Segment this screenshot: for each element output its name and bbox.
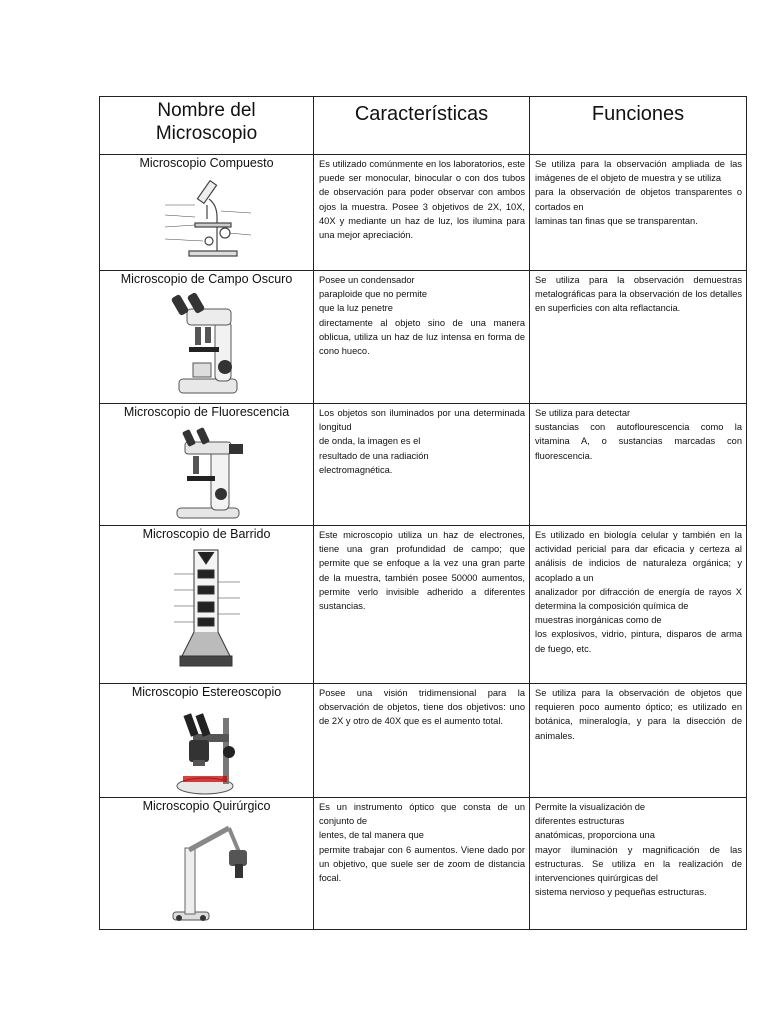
characteristics-text: Este microscopio utiliza un haz de electrones, tiene una gran profundidad de campo; que permite que se enfoque a la vez una gran parte de la muestra, también posee 50000 aumentos, permite verlo invisible adherido a diferentes sustancias. [319, 530, 525, 612]
header-name-line1: Nombre del [157, 100, 256, 121]
functions-text: Se utiliza para la observación ampliada de las imágenes de el objeto de muestra y se utiliza [535, 159, 742, 184]
characteristics-cell [314, 404, 530, 526]
functions-text: Se utiliza para detectar [535, 408, 631, 418]
functions-text: muestras inorgánicas como de [535, 615, 662, 626]
functions-text: anatómicas, proporciona una [535, 830, 655, 841]
functions-cell [530, 155, 747, 271]
microscope-name: Microscopio Quirúrgico [142, 799, 271, 813]
functions-text: sistema nervioso y pequeñas estructuras. [535, 887, 707, 898]
table-row [100, 798, 747, 930]
header-functions: Funciones [530, 97, 747, 155]
name-cell [100, 404, 314, 526]
scanning-microscope-diagram-icon [172, 546, 242, 674]
microscope-name: Microscopio de Fluorescencia [123, 405, 290, 419]
characteristics-text: Posee un condensador [319, 275, 415, 285]
microscope-table [99, 96, 747, 930]
functions-text: diferentes estructuras [535, 816, 625, 827]
characteristics-text: Los objetos son iluminados por una determinada longitud [319, 408, 525, 433]
characteristics-cell [314, 798, 530, 930]
microscope-name: Microscopio de Barrido [142, 527, 271, 541]
characteristics-text: Posee una visión tridimensional para la observación de objetos, tiene dos objetivos: uno de 2X y otro de 40X que es el aumento total. [319, 688, 525, 727]
stereo-microscope-icon [165, 704, 249, 796]
table-row [100, 271, 747, 404]
functions-cell [530, 798, 747, 930]
compound-microscope-diagram-icon [159, 175, 255, 259]
name-cell [100, 526, 314, 684]
functions-cell [530, 684, 747, 798]
name-cell [100, 684, 314, 798]
characteristics-cell [314, 526, 530, 684]
functions-text: laminas tan finas que se transparentan. [535, 215, 698, 226]
characteristics-cell [314, 684, 530, 798]
functions-text: Se utiliza para la observación de objetos que requieren poco aumento óptico; es utilizado en botánica, mineralogía, y para la disección de animales. [535, 688, 742, 741]
functions-text: mayor iluminación y magnificación de las estructuras. Se utiliza en la realización de intervenciones quirúrgicas del [535, 844, 742, 884]
fluorescence-microscope-icon [167, 424, 247, 520]
characteristics-text: electromagnética. [319, 464, 393, 475]
characteristics-text: permite trabajar con 6 aumentos. Viene dado por un objetivo, que suele ser de zoom de distancia focal. [319, 844, 525, 884]
header-name-line2: Microscopio [155, 123, 258, 144]
characteristics-cell [314, 271, 530, 404]
surgical-microscope-icon [159, 818, 255, 924]
table-row [100, 404, 747, 526]
functions-text: para la observación de objetos transparentes o cortados en [535, 187, 742, 212]
header-characteristics: Características [314, 97, 530, 155]
dark-field-microscope-icon [165, 291, 249, 397]
functions-cell [530, 404, 747, 526]
name-cell [100, 155, 314, 271]
characteristics-cell [314, 155, 530, 271]
functions-cell [530, 526, 747, 684]
characteristics-text: Es utilizado comúnmente en los laboratorios, este puede ser monocular, binocular o con dos tubos de observación para poder observar con ambos ojos la muestra. Posee 3 objetivos de 2X, 10X, 40X y mediante un haz de luz, los ilumina para una mejor apreciación. [319, 159, 525, 241]
microscope-name: Microscopio de Campo Oscuro [120, 272, 293, 286]
functions-text: analizador por difracción de energía de rayos X determina la composición química de [535, 586, 742, 612]
name-cell [100, 271, 314, 404]
functions-text: los explosivos, vidrio, pintura, disparos de arma de fuego, etc. [535, 629, 742, 654]
microscope-name: Microscopio Estereoscopio [131, 685, 282, 699]
characteristics-text: directamente al objeto sino de una manera oblicua, utiliza un haz de luz intensa en forma de cono hueco. [319, 317, 525, 357]
functions-cell [530, 271, 747, 404]
name-cell [100, 798, 314, 930]
functions-text: Permite la visualización de [535, 802, 646, 812]
characteristics-text: paraploide que no permite [319, 289, 428, 300]
characteristics-text: lentes, de tal manera que [319, 830, 424, 841]
characteristics-text: que la luz penetre [319, 303, 393, 314]
functions-text: Se utiliza para la observación demuestras metalográficas para la observación de los detalles en superficies con alta reflactancia. [535, 275, 742, 314]
characteristics-text: de onda, la imagen es el [319, 436, 421, 447]
characteristics-text: Es un instrumento óptico que consta de un conjunto de [319, 802, 525, 827]
characteristics-text: resultado de una radiación [319, 450, 429, 461]
table-row [100, 526, 747, 684]
functions-text: Es utilizado en biología celular y también en la actividad pericial para dar eficacia y certeza al análisis de indicios de naturaleza orgánica; y acoplado a un [535, 530, 742, 583]
functions-text: sustancias con autoflourescencia como la vitamina A, o sustancias marcadas con fluorescencia. [535, 422, 742, 461]
table-row [100, 684, 747, 798]
microscope-name: Microscopio Compuesto [139, 156, 274, 170]
table-row [100, 155, 747, 271]
header-name [100, 97, 314, 155]
header-row [100, 97, 747, 155]
